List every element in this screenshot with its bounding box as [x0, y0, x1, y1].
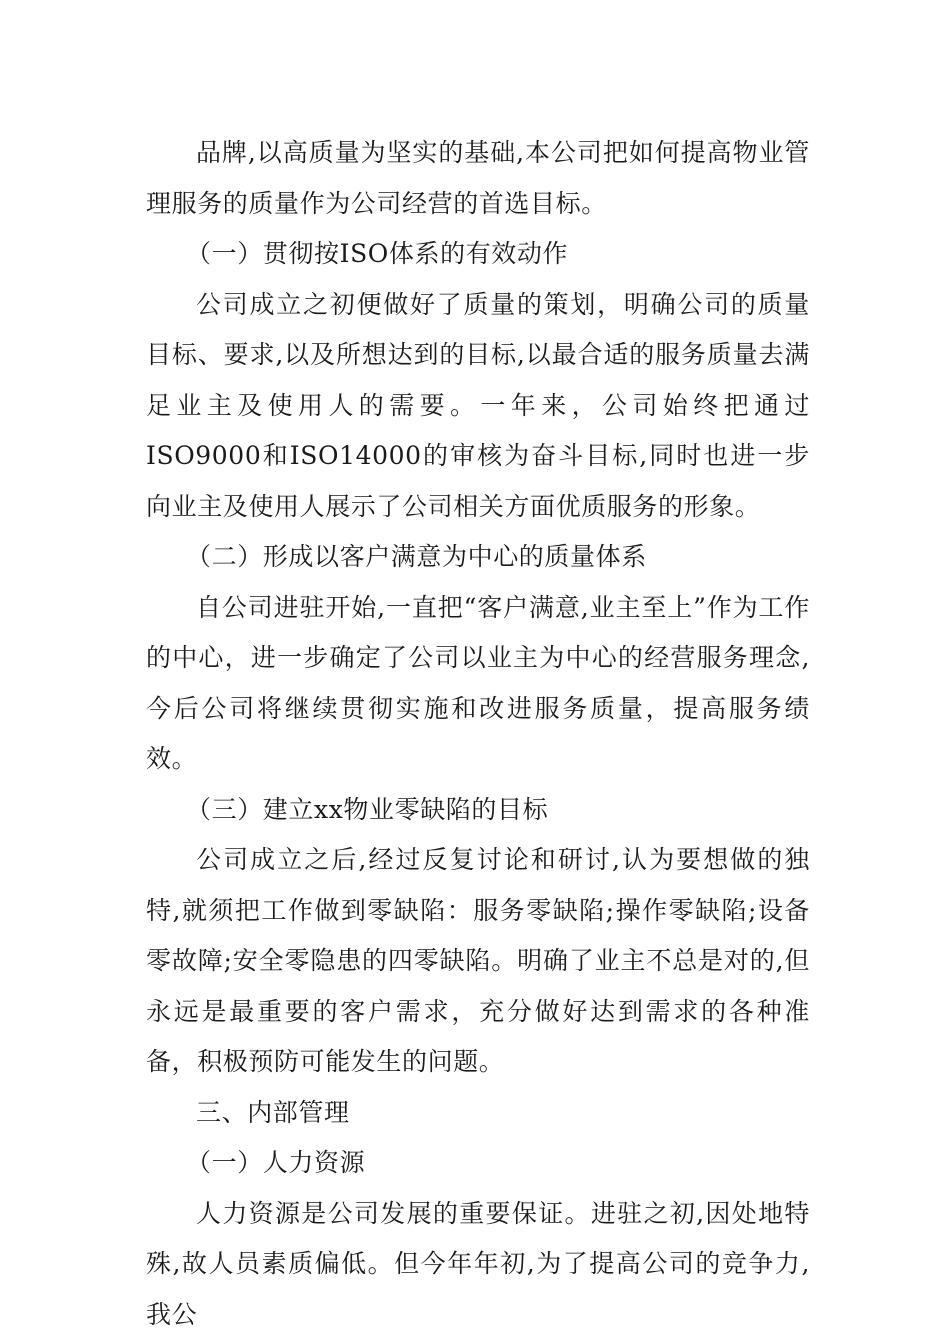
heading-customer-satisfaction: （二）形成以客户满意为中心的质量体系: [186, 542, 647, 571]
heading-human-resources: （一）人力资源: [186, 1148, 366, 1177]
paragraph-iso-planning: 公司成立之初便做好了质量的策划，明确公司的质量目标、要求,以及所想达到的目标,以最合适的服务质量去满足业主及使用人的需要。一年来，公司始终把通过ISO9000和ISO14000的审核为奋斗目标,同时也进一步向业主及使用人展示了公司相关方面优质服务的形象。: [146, 289, 810, 521]
heading-iso-system: （一）贯彻按ISO体系的有效动作: [186, 239, 569, 268]
document-body: [146, 128, 810, 1340]
section-title-internal-management: 三、内部管理: [196, 1097, 350, 1127]
heading-zero-defect: （三）建立xx物业零缺陷的目标: [186, 794, 549, 824]
paragraph-human-resources: 人力资源是公司发展的重要保证。进驻之初,因处地特殊,故人员素质偏低。但今年年初,为了提高公司的竞争力,我公: [146, 1198, 810, 1329]
paragraph-brand-quality: 品牌,以高质量为坚实的基础,本公司把如何提高物业管理服务的质量作为公司经营的首选目标。: [146, 138, 810, 218]
paragraph-customer-first: 自公司进驻开始,一直把“客户满意,业主至上”作为工作的中心，进一步确定了公司以业主为中心的经营服务理念,今后公司将继续贯彻实施和改进服务质量，提高服务绩效。: [146, 592, 810, 773]
paragraph-zero-defect: 公司成立之后,经过反复讨论和研讨,认为要想做的独特,就须把工作做到零缺陷：服务零缺陷;操作零缺陷;设备零故障;安全零隐患的四零缺陷。明确了业主不总是对的,但永远是最重要的客户需求，充分做好达到需求的各种准备，积极预防可能发生的问题。: [146, 845, 810, 1076]
